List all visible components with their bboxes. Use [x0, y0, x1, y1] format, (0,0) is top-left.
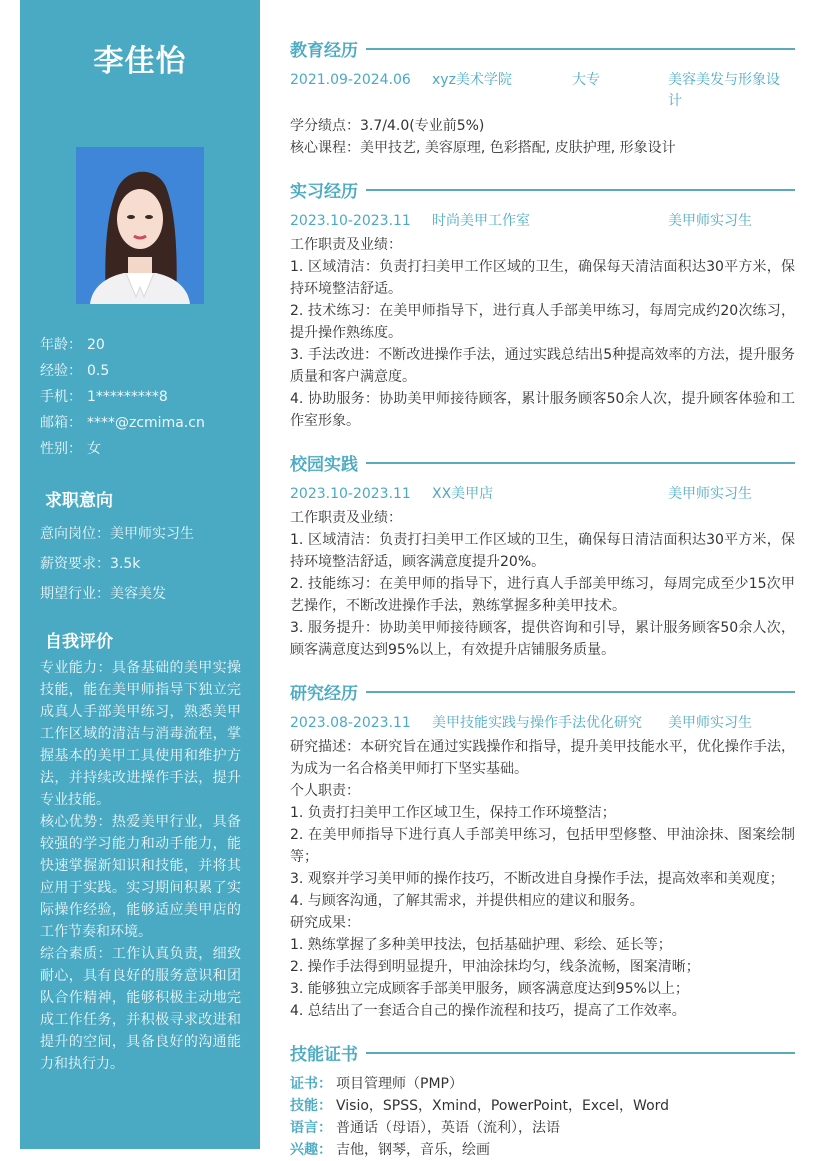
- info-value: 1*********8: [87, 389, 168, 405]
- skill-row-language: [290, 1117, 795, 1139]
- research-line: 个人职责：: [290, 783, 360, 799]
- internship-heading: [290, 178, 795, 200]
- education-degree: 大专: [572, 72, 600, 88]
- internship-role: 美甲师实习生: [668, 213, 752, 229]
- intent-salary: [40, 551, 255, 581]
- info-label: 经验：: [40, 363, 82, 379]
- campus-heading: [290, 451, 795, 473]
- intent-value: 美甲师实习生: [110, 526, 194, 542]
- internship-details: [290, 234, 795, 432]
- section-title: 教育经历: [290, 40, 358, 61]
- campus-line: 1. 区域清洁：负责打扫美甲工作区域的卫生，确保每日清洁面积达30平方米，保持环境整洁舒适，顾客满意度提升20%。: [290, 532, 795, 570]
- section-divider: [366, 1052, 795, 1054]
- intent-label: 意向岗位：: [40, 526, 110, 542]
- skill-value: Visio，SPSS，Xmind，PowerPoint，Excel，Word: [336, 1098, 670, 1114]
- research-period: 2023.08-2023.11: [290, 715, 411, 731]
- internship-header-row: [290, 211, 795, 233]
- intent-value: 3.5k: [110, 556, 141, 572]
- section-divider: [366, 48, 795, 50]
- campus-details: [290, 507, 795, 661]
- section-divider: [366, 189, 795, 191]
- info-value: 0.5: [87, 363, 110, 379]
- education-school: xyz美术学院: [432, 72, 512, 88]
- info-email: [40, 411, 250, 437]
- section-divider: [366, 691, 795, 693]
- skill-label: 证书：: [290, 1076, 332, 1092]
- self-eval-paragraph: 核心优势：热爱美甲行业，具备较强的学习能力和动手能力，能快速掌握新知识和技能，并将其应用于实践。实习期间积累了实际操作经验，能够适应美甲店的工作节奏和环境。: [40, 814, 241, 940]
- internship-line: 1. 区域清洁：负责打扫美甲工作区域的卫生，确保每天清洁面积达30平方米，保持环境整洁舒适。: [290, 259, 795, 297]
- education-period: 2021.09-2024.06: [290, 72, 411, 88]
- intent-value: 美容美发: [110, 586, 166, 602]
- education-header-row: [290, 70, 795, 114]
- info-label: 性别：: [40, 441, 82, 457]
- self-eval-paragraph: 专业能力：具备基础的美甲实操技能，能在美甲师指导下独立完成真人手部美甲练习，熟悉美甲工作区域的清洁与消毒流程，掌握基本的美甲工具使用和维护方法，并持续改进操作手法，提升专业技能。: [40, 660, 241, 808]
- intent-label: 薪资要求：: [40, 556, 110, 572]
- education-line: 核心课程：美甲技艺, 美容原理, 色彩搭配, 皮肤护理, 形象设计: [290, 140, 676, 156]
- info-value: 20: [87, 337, 105, 353]
- intent-industry: [40, 581, 255, 611]
- research-line: 2. 在美甲师指导下进行真人手部美甲练习，包括甲型修整、甲油涂抹、图案绘制等；: [290, 827, 795, 865]
- skills-heading: [290, 1041, 795, 1063]
- info-phone: [40, 385, 250, 411]
- info-value: ****@zcmima.cn: [87, 415, 205, 431]
- research-details: [290, 736, 795, 1022]
- campus-line: 工作职责及业绩：: [290, 510, 402, 526]
- research-line: 1. 负责打扫美甲工作区域卫生，保持工作环境整洁；: [290, 805, 616, 821]
- basic-info: [40, 333, 250, 463]
- education-major: 美容美发与形象设计: [668, 72, 780, 109]
- job-intent: [40, 521, 255, 611]
- intent-heading: 求职意向: [45, 491, 113, 511]
- campus-line: 2. 技能练习：在美甲师的指导下，进行真人手部美甲练习，每周完成至少15次甲艺操作，不断改进操作手法，熟练掌握多种美甲技术。: [290, 576, 795, 614]
- campus-period: 2023.10-2023.11: [290, 486, 411, 502]
- education-line: 学分绩点：3.7/4.0(专业前5%): [290, 118, 485, 134]
- skill-row-interests: [290, 1139, 795, 1161]
- intent-label: 期望行业：: [40, 586, 110, 602]
- skill-label: 兴趣：: [290, 1142, 332, 1158]
- research-project: 美甲技能实践与操作手法优化研究: [432, 715, 642, 731]
- campus-header-row: [290, 484, 795, 506]
- education-heading: [290, 37, 795, 59]
- skill-value: 吉他，钢琴，音乐，绘画: [336, 1142, 490, 1158]
- internship-line: 4. 协助服务：协助美甲师接待顾客，累计服务顾客50余人次，提升顾客体验和工作室形象。: [290, 391, 795, 429]
- info-age: [40, 333, 250, 359]
- internship-line: 3. 手法改进：不断改进操作手法，通过实践总结出5种提高效率的方法，提升服务质量和客户满意度。: [290, 347, 795, 385]
- section-title: 技能证书: [290, 1044, 358, 1065]
- self-eval-heading: 自我评价: [45, 632, 113, 652]
- skill-row-skills: [290, 1095, 795, 1117]
- sidebar: [20, 0, 260, 1149]
- research-line: 研究成果：: [290, 915, 360, 931]
- portrait-photo: [76, 147, 204, 304]
- info-label: 手机：: [40, 389, 82, 405]
- info-label: 邮箱：: [40, 415, 82, 431]
- research-heading: [290, 680, 795, 702]
- candidate-name: 李佳怡: [93, 44, 187, 79]
- education-details: [290, 115, 795, 159]
- section-title: 校园实践: [290, 454, 358, 475]
- skill-label: 技能：: [290, 1098, 332, 1114]
- skills-list: [290, 1073, 795, 1161]
- campus-role: 美甲师实习生: [668, 486, 752, 502]
- self-evaluation: [40, 657, 241, 1075]
- skill-value: 普通话（母语），英语（流利），法语: [336, 1120, 560, 1136]
- research-line: 4. 与顾客沟通，了解其需求，并提供相应的建议和服务。: [290, 893, 644, 909]
- info-experience: [40, 359, 250, 385]
- research-line: 1. 熟练掌握了多种美甲技法，包括基础护理、彩绘、延长等；: [290, 937, 672, 953]
- info-gender: [40, 437, 250, 463]
- internship-line: 2. 技术练习：在美甲师指导下，进行真人手部美甲练习，每周完成约20次练习，提升操作熟练度。: [290, 303, 795, 341]
- section-title: 实习经历: [290, 181, 358, 202]
- skill-label: 语言：: [290, 1120, 332, 1136]
- research-line: 2. 操作手法得到明显提升，甲油涂抹均匀，线条流畅，图案清晰；: [290, 959, 700, 975]
- portrait-image: [76, 147, 204, 304]
- skill-value: 项目管理师（PMP）: [336, 1076, 463, 1092]
- section-title: 研究经历: [290, 683, 358, 704]
- research-header-row: [290, 713, 795, 735]
- research-line: 3. 能够独立完成顾客手部美甲服务，顾客满意度达到95%以上；: [290, 981, 689, 997]
- self-eval-paragraph: 综合素质：工作认真负责，细致耐心，具有良好的服务意识和团队合作精神，能够积极主动地完成工作任务，并积极寻求改进和提升的空间，具备良好的沟通能力和执行力。: [40, 946, 241, 1072]
- internship-line: 工作职责及业绩：: [290, 237, 402, 253]
- info-label: 年龄：: [40, 337, 82, 353]
- campus-company: XX美甲店: [432, 486, 494, 502]
- internship-company: 时尚美甲工作室: [432, 213, 530, 229]
- research-role: 美甲师实习生: [668, 715, 752, 731]
- intent-position: [40, 521, 255, 551]
- section-divider: [366, 462, 795, 464]
- info-value: 女: [87, 441, 101, 457]
- campus-line: 3. 服务提升：协助美甲师接待顾客，提供咨询和引导，累计服务顾客50余人次，顾客满意度达到95%以上，有效提升店铺服务质量。: [290, 620, 795, 658]
- internship-period: 2023.10-2023.11: [290, 213, 411, 229]
- research-line: 4. 总结出了一套适合自己的操作流程和技巧，提高了工作效率。: [290, 1003, 686, 1019]
- research-line: 3. 观察并学习美甲师的操作技巧，不断改进自身操作手法，提高效率和美观度；: [290, 871, 784, 887]
- skill-row-certificate: [290, 1073, 795, 1095]
- research-line: 研究描述：本研究旨在通过实践操作和指导，提升美甲技能水平，优化操作手法，为成为一名合格美甲师打下坚实基础。: [290, 739, 795, 777]
